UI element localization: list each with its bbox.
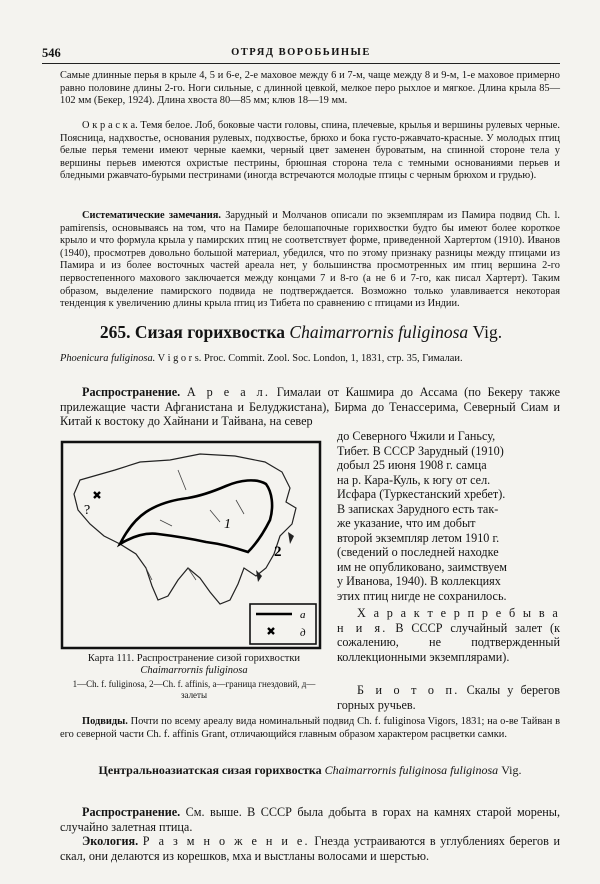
map-legend-text: 1—Ch. f. fuliginosa, 2—Ch. f. affinis, а—граница гнездовий, д—залеты [72, 679, 316, 700]
synonym-reference [60, 353, 560, 366]
subspecies-distribution-paragraph [60, 805, 560, 834]
stay-text: В СССР случайный залет (к сожалению, не подтвержденный коллекционными экземплярами). [337, 620, 560, 664]
ecology-paragraph [60, 834, 560, 863]
subspecies-title-author: Vig. [501, 763, 522, 777]
ecology-text: Гнезда устраиваются в углублениях берегов и скал, они делаются из корешков, мха и выстланы волосами и шерстью. [60, 834, 561, 863]
synonym-ref: Proc. Commit. Zool. Soc. London, 1, 1831, стр. 35, Гималаи. [203, 353, 463, 364]
subspecies-title-text: Центральноазиатская сизая горихвостка [98, 763, 322, 777]
species-number-title: 265. Сизая горихвостка [99, 322, 286, 342]
area-label: А р е а л. [186, 385, 271, 399]
dist-line: на р. Кара-Куль, к югу от сел. [337, 472, 491, 487]
stay-label: Х а р а к т е р п р е б ы в а н и я. [337, 606, 560, 635]
synonym-author: V i g o r s. [157, 353, 202, 364]
header-rule [42, 63, 560, 64]
subspecies-text: Почти по всему ареалу вида номинальный подвид Ch. f. fuliginosa Vigors, 1831; на о-ве Тайван в его северной части Ch. f. affinis Grant, отличающийся главным образом характером расцветки самки. [60, 716, 560, 740]
page-header [42, 46, 560, 60]
map-caption [60, 653, 328, 677]
dist-line: им не опубликовано, заимствуем [337, 559, 508, 574]
range-map [60, 440, 322, 650]
dist-line: же указание, что им добыт [337, 516, 476, 530]
dist-line: второй экземпляр летом 1910 г. [337, 530, 500, 545]
subspecies-dist-text: См. выше. В СССР была добыта в горах на камнях старой морены, случайно залетная птица. [60, 805, 561, 834]
dist-line: В записках Зарудного есть так- [337, 501, 499, 516]
dist-line: этих птиц нигде не сохранилось. [337, 588, 507, 603]
stay-paragraph [337, 606, 560, 664]
map-label-1: 1 [224, 517, 231, 532]
biotope-text: Скалы у берегов горных ручьев. [337, 683, 560, 712]
dist-line: Исфара (Туркестанский хребет). [337, 487, 506, 501]
systematics-label: Систематические замечания. [82, 210, 221, 221]
species-author: Vig. [472, 322, 503, 342]
subspecies-label: Подвиды. [82, 716, 128, 727]
measurements-paragraph: Самые длинные перья в крыле 4, 5 и 6-е, 2-е маховое между 6 и 7-м, чаще между 8 и 9-м, 1-е маховое примерно равно половине длины 2-го. Ноги сильные, с длинной цевкой, мелкое перо рыхлое и мягкое. Длина крыла 85—102 мм (Бекер, 1924). Длина хвоста 80—85 мм; клюв 18—19 мм. [60, 70, 560, 107]
dist-line: у Иванова, 1940). В коллекциях [337, 574, 501, 588]
map-caption-latin: Chaimarrornis fuliginosa [140, 665, 248, 676]
page-number: 546 [42, 46, 61, 60]
subspecies-dist-label: Распространение. [82, 805, 181, 819]
biotope-paragraph [337, 683, 560, 712]
map-label-question: ? [84, 503, 91, 518]
coloration-paragraph: О к р а с к а. Темя белое. Лоб, боковые части головы, спина, плечевые, крылья и вершины рулевых черные. Поясница, надхвостье, основания рулевых, подхвостье, брюхо и бока густо-ржавчато-красные. У молодых птиц белые перья темени имеют черные каемки, черный цвет заменен буроватым, на спинной стороне тела у вершины перьев имеются охристые пестрины, брюшная сторона тела с темными основаниями перьев и бледными ржавчато-бурыми пестринами (иногда встречаются молодые птицы с черным брюхом и грудью). [60, 120, 560, 182]
synonym-name: Phoenicura fuliginosa. [60, 353, 156, 364]
dist-line: добыл 25 июня 1908 г. самца [337, 458, 487, 472]
map-label-2: 2 [274, 544, 282, 560]
subspecies-title [60, 763, 560, 778]
distribution-text: Гималаи от Кашмира до Ассама (по Бекеру также прилежащие части Афганистана и Белуджистана), Бирма до Тенассерима, Северный Сиам и Китай к востоку до Хайнани и Тайвана, на север [60, 385, 561, 429]
systematics-text: Зарудный и Молчанов описали по экземплярам из Памира подвид Ch. l. pamirensis, основываясь на том, что на Памире белошапочные горихвостки будто бы имеют более короткое крыло и что формула крыла у памирских птиц не соответствует форме, приведенной Хартертом (1910). Иванов (1940), просмотрев довольно большой материал, убедился, что по этому признаку разницы между птицами из Памира и из более восточных частей ареала нет, у большинства просмотренных им птиц вершина 2-го первостепенного махового заключается между концами 7 и 8-го (а не 6 и 7-го, как писал Хартерт). Таким образом, выделение памирского подвида не подтверждается. Возможно только улавливается некоторая тенденция к увеличению длины крыла птиц из Тибета по сравнению с птицами из Индии. [60, 210, 560, 310]
running-title: ОТРЯД ВОРОБЬИНЫЕ [231, 47, 371, 58]
distribution-label: Распространение. [82, 385, 181, 399]
ecology-label: Экология. [82, 834, 139, 848]
biotope-label: Б и о т о п. [357, 683, 460, 697]
distribution-paragraph [60, 385, 560, 429]
distribution-right-column [337, 429, 560, 603]
dist-line: (сведений о последней находке [337, 545, 499, 559]
map-caption-text: Карта 111. Распространение сизой горихвостки [87, 653, 301, 664]
dist-line: до Северного Чжили и Ганьсу, [337, 429, 496, 443]
subspecies-paragraph [60, 716, 560, 741]
systematics-paragraph [60, 210, 560, 311]
subspecies-title-latin: Chaimarrornis fuliginosa fuliginosa [324, 763, 499, 777]
legend-label-a: а [300, 609, 306, 621]
map-legend-box [250, 604, 316, 644]
dist-line: Тибет. В СССР Зарудный (1910) [337, 443, 504, 458]
breeding-label: Р а з м н о ж е н и е. [142, 834, 310, 848]
species-title [42, 322, 560, 343]
species-latin: Chaimarrornis fuliginosa [289, 322, 469, 342]
legend-label-d: д [300, 627, 306, 639]
